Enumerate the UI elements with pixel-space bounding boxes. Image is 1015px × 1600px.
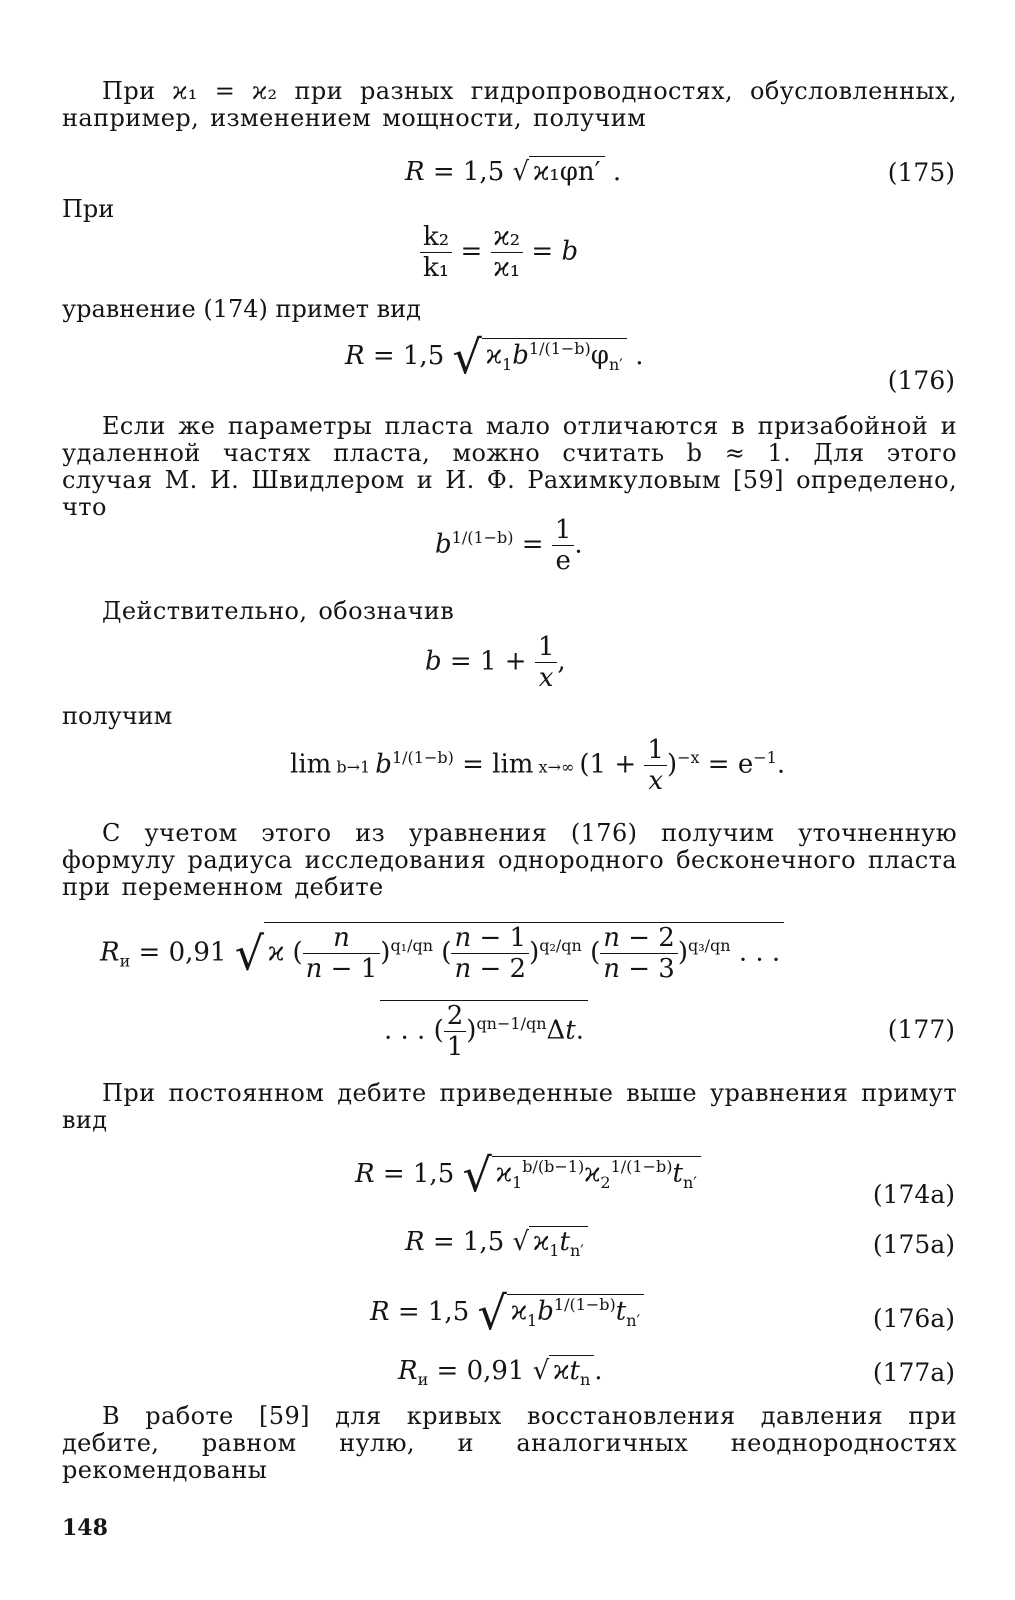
equation-number-177: (177) — [887, 1015, 955, 1044]
equation-177-line-2: . . . ( $\frac{2}{1}$ )$^{qn-1/qn}$Δt. — [380, 1000, 588, 1062]
paragraph-2: Если же параметры пласта мало отличаются в призабойной и удаленной частях пласта, можно считать b ≈ 1. Для этого случая М. И. Швидлером и И. Ф. Рахимкуловым [59] определено, что — [62, 412, 957, 521]
equation-limit: lim b→1 $b^{1/(1-b)} = \lim x\to\infty$ (1 + $\frac{1}{x}$ )$^{-x} = e^{-1}$. — [290, 735, 786, 796]
page-number: 148 — [62, 1515, 108, 1541]
equation-176a: R = 1,5 √ $ϰ_1b^{1/(1-b)}t_{n'}$ — [370, 1286, 644, 1340]
equation-number-177a: (177a) — [872, 1358, 955, 1387]
label-poluchim: получим — [62, 702, 173, 730]
paragraph-5: При постоянном дебите приведенные выше уравнения примут вид — [62, 1079, 957, 1134]
equation-175a: R = 1,5 √ $ϰ_1t_{n'}$ — [405, 1226, 588, 1260]
equation-number-174a: (174a) — [872, 1180, 955, 1209]
paragraph-4: С учетом этого из уравнения (176) получим уточненную формулу радиуса исследования однородного бесконечного пласта при переменном дебите — [62, 819, 957, 901]
equation-number-175: (175) — [887, 158, 955, 187]
equation-174a: R = 1,5 √ $ϰ_1^{b/(b-1)}ϰ_2^{1/(1-b)}t_{n'}$ — [355, 1148, 701, 1202]
equation-limit-value: $b^{1/(1-b)}$ = $\frac{1}{e}$ . — [435, 515, 583, 576]
equation-177a: $R_и = 0,91$ √ $ϰt_n$ . — [398, 1356, 603, 1390]
paragraph-1: При ϰ₁ = ϰ₂ при разных гидропроводностях, обусловленных, например, изменением мощности, получим — [62, 77, 957, 132]
equation-number-175a: (175a) — [872, 1230, 955, 1259]
equation-177-line-1: $R_и = 0,91$ √ ϰ ( $\frac{n}{n - 1}$ )$^{q_1/qn}$ ( $\frac{n - 1}{n - 2}$ )$^{q_2/qn}$ ( $\frac{n - 2}{n - 3}$ )$^{q_3/qn}$ . . . — [100, 922, 784, 984]
equation-176: R = 1,5 √ $ϰ_1b^{1/(1-b)}\varphi_{n'}$ . — [345, 330, 644, 384]
equation-ratio-b: $\frac{\text{k₂}}{\text{k₁}}$ = $\frac{\text{ϰ₂}}{\text{ϰ₁}}$ = b — [420, 222, 578, 283]
equation-175: R = 1,5 √ ϰ₁φn′ . — [405, 157, 622, 187]
label-pri: При — [62, 195, 115, 223]
label-equation-174: уравнение (174) примет вид — [62, 295, 421, 323]
equation-b-substitution: b = 1 + $\frac{1}{x}$ , — [425, 632, 566, 693]
equation-number-176a: (176a) — [872, 1304, 955, 1333]
paragraph-6: В работе [59] для кривых восстановления давления при дебите, равном нулю, и аналогичных неоднородностях рекомендованы — [62, 1402, 957, 1484]
equation-number-176: (176) — [887, 366, 955, 395]
paragraph-3: Действительно, обозначив — [102, 597, 455, 625]
